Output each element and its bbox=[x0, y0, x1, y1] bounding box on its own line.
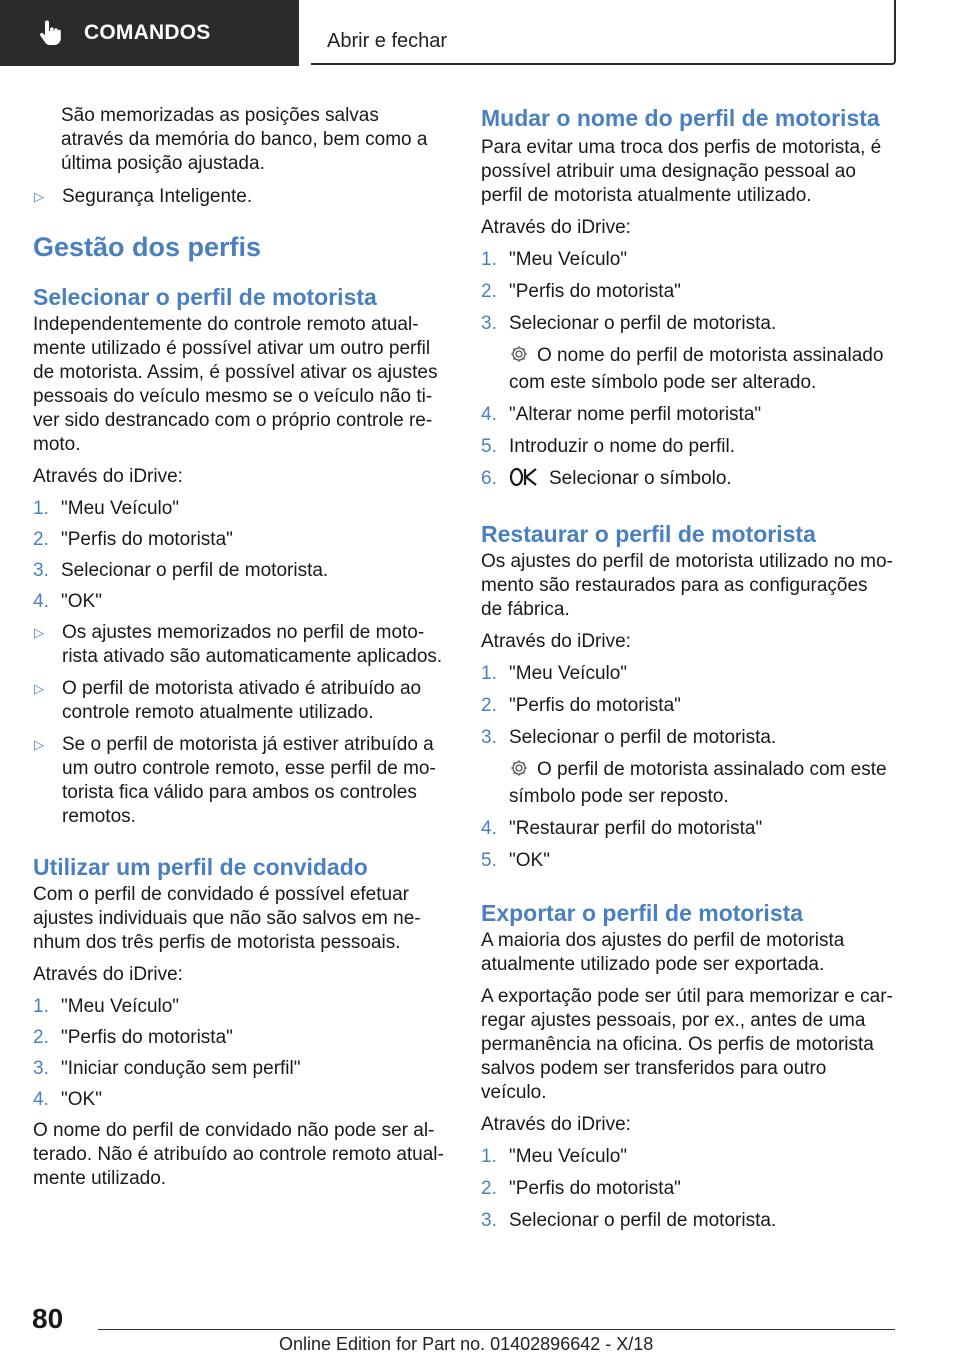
list-item: 3. Selecionar o perfil de motorista. bbox=[481, 1210, 777, 1231]
list-item: 4. "Restaurar perfil do motorista" bbox=[481, 818, 763, 839]
paragraph: A maioria dos ajustes do perfil de motorista atualmente utilizado pode ser exportada. bbox=[481, 930, 845, 975]
page-number: 80 bbox=[32, 1303, 64, 1334]
step-note: O nome do perfil de motorista assinalado com este símbolo pode ser alterado. bbox=[509, 345, 884, 393]
hand-pointer-icon bbox=[38, 20, 64, 46]
list-item: 1. "Meu Veículo" bbox=[481, 249, 628, 270]
list-item: 2. "Perfis do motorista" bbox=[33, 529, 233, 550]
subsection-heading: Restaurar o perfil de motorista bbox=[481, 521, 816, 547]
list-item: ▷ Segurança Inteligente. bbox=[34, 186, 253, 207]
gear-icon bbox=[509, 758, 529, 785]
idrive-intro: Através do iDrive: bbox=[33, 466, 183, 487]
ok-symbol-icon bbox=[509, 467, 539, 494]
bullet-list bbox=[33, 621, 445, 829]
list-item: 4. "Alterar nome perfil motorista" bbox=[481, 404, 762, 425]
triangle-right-icon: ▷ bbox=[34, 625, 44, 640]
list-item: 2. "Perfis do motorista" bbox=[481, 695, 681, 716]
intro-paragraph: São memorizadas as posições salvas através da memória do banco, bem como a última posição ajustada. bbox=[61, 105, 428, 174]
idrive-intro: Através do iDrive: bbox=[481, 631, 631, 652]
list-item: 4. "OK" bbox=[33, 591, 102, 612]
subsection-heading: Utilizar um perfil de convidado bbox=[33, 854, 368, 880]
footer-divider bbox=[98, 1329, 895, 1330]
list-item: 2. "Perfis do motorista" bbox=[33, 1027, 233, 1048]
triangle-right-icon: ▷ bbox=[34, 681, 44, 696]
list-item: 3. Selecionar o perfil de motorista. bbox=[33, 560, 329, 581]
list-item: 1. "Meu Veículo" bbox=[481, 663, 628, 684]
chapter-label: Abrir e fechar bbox=[327, 30, 448, 52]
step-note: O perfil de motorista assinalado com este símbolo pode ser reposto. bbox=[509, 759, 887, 807]
triangle-right-icon: ▷ bbox=[34, 737, 44, 752]
list-item: 1. "Meu Veículo" bbox=[481, 1146, 628, 1167]
list-item: ▷ Se o perfil de motorista já estiver atribuído a um outro controle remoto, esse perfil de motorista fica válido para ambos os controles remotos. bbox=[34, 734, 436, 827]
step-list bbox=[481, 1145, 893, 1233]
subsection-heading: Exportar o perfil de motorista bbox=[481, 900, 804, 926]
list-item: 2. "Perfis do motorista" bbox=[481, 281, 681, 302]
list-item: 3. Selecionar o perfil de motorista. bbox=[481, 313, 777, 334]
list-item: 1. "Meu Veículo" bbox=[33, 996, 180, 1017]
step-list bbox=[481, 248, 893, 494]
gear-icon bbox=[509, 344, 529, 371]
edition-text: Online Edition for Part no. 01402896642 - X/18 bbox=[279, 1334, 654, 1354]
paragraph: Independentemente do controle remoto atualmente utilizado é possível ativar um outro perfil de motorista. Assim, é possível ativar os ajustes pessoais do veículo mesmo se o veículo não tiver sido destrancado com o próprio controle remoto. bbox=[33, 314, 438, 455]
subsection-heading: Mudar o nome do perfil de motorista bbox=[481, 105, 880, 131]
list-item: ▷ O perfil de motorista ativado é atribuído ao controle remoto atualmente utilizado. bbox=[34, 678, 422, 723]
step-list bbox=[33, 497, 445, 614]
paragraph: A exportação pode ser útil para memorizar e carregar ajustes pessoais, por ex., antes de uma permanência na oficina. Os perfis de motorista salvos podem ser transferidos para outro veículo. bbox=[481, 986, 893, 1103]
list-item: 2. "Perfis do motorista" bbox=[481, 1178, 681, 1199]
paragraph: O nome do perfil de convidado não pode ser alterado. Não é atribuído ao controle remoto atualmente utilizado. bbox=[33, 1120, 444, 1189]
list-item: 6. Selecionar o símbolo. bbox=[481, 467, 893, 494]
section-heading: Gestão dos perfis bbox=[33, 232, 262, 262]
step-list bbox=[481, 662, 893, 873]
idrive-intro: Através do iDrive: bbox=[481, 1114, 631, 1135]
section-tab bbox=[0, 0, 299, 66]
paragraph: Os ajustes do perfil de motorista utilizado no momento são restaurados para as configurações de fábrica. bbox=[481, 551, 893, 620]
list-item: 3. Selecionar o perfil de motorista. bbox=[481, 727, 777, 748]
section-label: COMANDOS bbox=[84, 21, 211, 44]
triangle-right-icon: ▷ bbox=[34, 189, 44, 204]
list-item: 1. "Meu Veículo" bbox=[33, 498, 180, 519]
chapter-tab bbox=[311, 0, 896, 65]
subsection-heading: Selecionar o perfil de motorista bbox=[33, 284, 377, 310]
step-list bbox=[33, 995, 445, 1112]
idrive-intro: Através do iDrive: bbox=[481, 217, 631, 238]
left-column bbox=[33, 104, 445, 1191]
list-item: 5. "OK" bbox=[481, 850, 550, 871]
paragraph: Com o perfil de convidado é possível efetuar ajustes individuais que não são salvos em nenhum dos três perfis de motorista pessoais. bbox=[33, 884, 421, 953]
idrive-intro: Através do iDrive: bbox=[33, 964, 183, 985]
page-header bbox=[0, 0, 960, 66]
list-item: 5. Introduzir o nome do perfil. bbox=[481, 436, 736, 457]
list-item: ▷ Os ajustes memorizados no perfil de motorista ativado são automaticamente aplicados. bbox=[34, 622, 443, 667]
list-item: 4. "OK" bbox=[33, 1089, 102, 1110]
paragraph: Para evitar uma troca dos perfis de motorista, é possível atribuir uma designação pessoal ao perfil de motorista atualmente utilizado. bbox=[481, 137, 882, 206]
right-column bbox=[481, 104, 893, 1233]
list-item: 3. "Iniciar condução sem perfil" bbox=[33, 1058, 301, 1079]
